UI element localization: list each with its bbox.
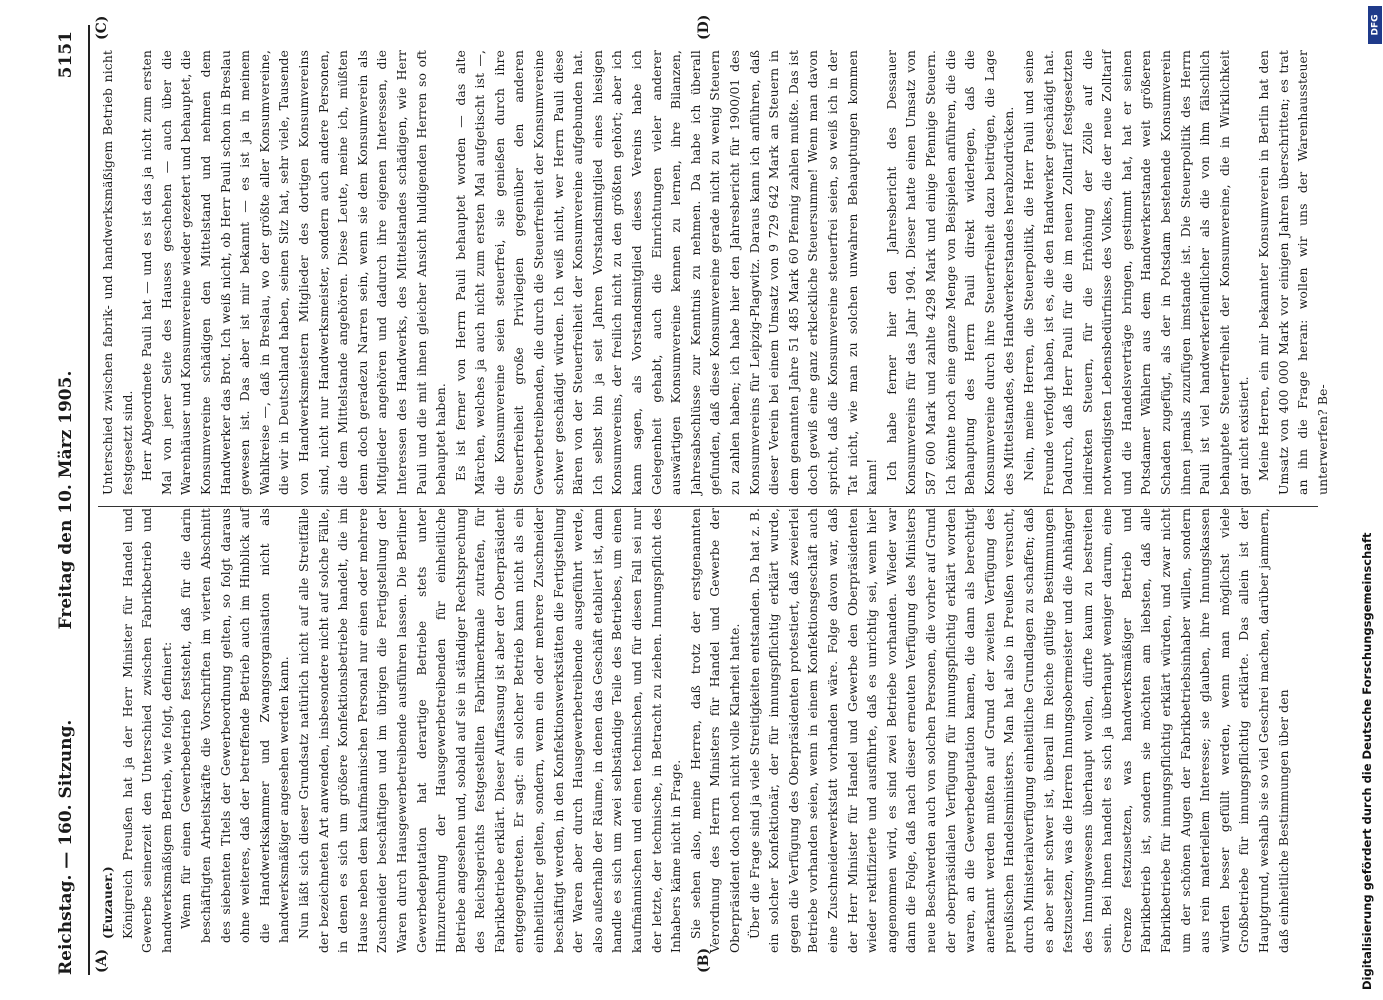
dfg-logo	[1368, 6, 1382, 44]
page-header	[56, 25, 86, 975]
margin-marker-d: (D)	[696, 14, 712, 40]
column-divider	[98, 506, 1318, 507]
paragraph: Über die Frage sind ja viele Streitigkeiten entstanden. Da hat z. B. ein solcher Konfektionär, der für innungspflichtig erklärt wurde, gegen die Verfügung des Oberpräsidenten protestiert, daß zweierlei Betriebe vorhanden seien, wenn in einem Konfektionsgeschäft auch eine Zuschneiderwerkstatt vorhanden wäre. Folge davon war, daß der Herr Minister für Handel und Gewerbe den Oberpräsidenten wieder rektifizierte und ausführte, daß es unrichtig sei, wenn hier angenommen wird, es sind zwei Betriebe vorhanden. Wieder war dann die Folge, daß nach dieser erneuten Verfügung des Ministers neue Beschwerden auch von solchen Personen, die vorher auf Grund der oberpräsidialen Verfügung für innungspflichtig erklärt worden waren, an die Gewerbedeputation kamen, die dann als berechtigt anerkannt werden mußten auf Grund der zweiten Verfügung des preußischen Handelsministers. Man hat also in Preußen versucht, durch Ministerialverfügung einheitliche Grundlagen zu schaffen; daß es aber sehr schwer ist, überall im Reiche gültige Bestimmungen festzusetzen, was die Herren Innungsobermeister und die Anhänger des Innungswesens überhaupt wollen, dürfte kaum zu bestreiten sein. Bei ihnen handelt es sich ja überhaupt weniger darum, eine Grenze festzusetzen, was handwerksmäßiger Betrieb und Fabrikbetrieb ist, sondern sie möchten am liebsten, daß alle Fabrikbetriebe für innungspflichtig erklärt würden, und zwar nicht um der schönen Augen der Fabrikbetriebsinhaber willen, sondern aus rein materiellem Interesse; sie glauben, ihre Innungskassen würden besser gefüllt werden, wenn man möglichst viele Großbetriebe für innungspflichtig erklärte. Das allein ist der Hauptgrund, weshalb sie so viel Geschrei machen, darüber jammern, daß einheitliche Bestimmungen über den	[746, 508, 1291, 953]
paragraph: Ich habe ferner hier den Jahresbericht des Dessauer Konsumvereins für das Jahr 1904. Dieser hatte einen Umsatz von 587 600 Mark und zahlte 4298 Mark und einige Pfennige Steuern. Ich könnte noch eine ganze Menge von Beispielen anführen, die die Behauptung des Herrn Pauli direkt widerlegen, daß die Konsumvereine durch ihre Steuerfreiheit dazu beitrügen, die Lage des Mittelstandes, des Handwerkerstandes herabzudrücken.	[883, 50, 1017, 495]
paragraph: Es ist ferner von Herrn Pauli behauptet worden — das alte Märchen, welches ja auch nicht zum ersten Mal aufgetischt ist —, die Konsumvereine seien steuerfrei, sie genießen durch ihre Steuerfreiheit große Privilegien gegenüber den anderen Gewerbetreibenden, die durch die Steuerfreiheit der Konsumvereine schwer geschädigt würden. Ich weiß nicht, wer Herrn Pauli diese Bären von der Steuerfreiheit der Konsumvereine aufgebunden hat. Ich selbst bin ja seit Jahren Vorstandsmitglied eines hiesigen Konsumvereins, der freilich nicht zu den größten gehört; aber ich kann sagen, als Vorstandsmitglied dieses Vereins habe ich Gelegenheit gehabt, auch die Einrichtungen vieler anderer auswärtigen Konsumvereine kennen zu lernen, ihre Bilanzen, Jahresabschlüsse zur Kenntnis zu nehmen. Da habe ich überall gefunden, daß diese Konsumvereine gerade nicht zu wenig Steuern zu zahlen haben; ich habe hier den Jahresbericht für 1900/01 des Konsumvereins für Leipzig-Plagwitz. Daraus kann ich anführen, daß dieser Verein bei einem Umsatz von 9 729 642 Mark an Steuern in dem genannten Jahre 51 485 Mark 60 Pfennig zahlen mußte. Das ist doch gewiß eine ganz erkleckliche Steuersumme! Wenn man davon spricht, daß die Konsumvereine steuerfrei seien, so weiß ich in der Tat nicht, wie man zu solchen unwahren Behauptungen kommen kann!	[452, 50, 880, 495]
paragraph: Nein, meine Herren, die Steuerpolitik, die Herr Pauli und seine Freunde verfolgt haben, ist es, die den Handwerker geschädigt hat. Dadurch, daß Herr Pauli für die im neuen Zolltarif festgesetzten indirekten Steuern, für die Erhöhung der Zölle auf die notwendigsten Lebensbedürfnisse des Volkes, die der neue Zolltarif und die Handelsverträge bringen, gestimmt hat, hat er seinen Potsdamer Wählern aus dem Handwerkerstande weit größeren Schaden zugefügt, als der in Potsdam bestehende Konsumverein ihnen jemals zuzufügen imstande ist. Die Steuerpolitik des Herrn Pauli ist viel handwerkerfeindlicher als die von ihm fälschlich behauptete Steuerfreiheit der Konsumvereine, die in Wirklichkeit gar nicht existiert.	[1020, 50, 1252, 495]
header-rule	[88, 25, 90, 975]
page-number: 5151	[56, 31, 76, 79]
margin-marker-c: (C)	[94, 15, 110, 40]
header-center: Freitag den 10. März 1905.	[56, 370, 76, 630]
paragraph: Herr Abgeordnete Pauli hat — und es ist das ja nicht zum ersten Mal von jener Seite des Hauses geschehen — auch über die Warenhäuser und Konsumvereine wieder gezetert und behauptet, die Konsumvereine schädigen den Mittelstand und nehmen dem Handwerker das Brot. Ich weiß nicht, ob Herr Pauli schon in Breslau gewesen ist. Das aber ist mir bekannt — es ist ja in meinem Wahlkreise —, daß in Breslau, wo der größte aller Konsumvereine, die wir in Deutschland haben, seinen Sitz hat, sehr viele, Tausende von Handwerksmeistern Mitglieder des dortigen Konsumvereins sind, nicht nur Handwerksmeister, sondern auch andere Personen, die dem Mittelstande angehören. Diese Leute, meine ich, müßten denn doch geradezu Narren sein, wenn sie dem Konsumverein als Mitglieder angehören und dadurch ihre eigenen Interessen, die Interessen des Handwerks, des Mittelstandes schädigen, wie Herr Pauli und die mit ihnen gleicher Ansicht huldigenden Herren so oft behauptet haben.	[139, 50, 449, 495]
paragraph: Meine Herren, ein mir bekannter Konsumverein in Berlin hat den Umsatz von 400 000 Mark vor einigen Jahren überschritten; es trat an ihn die Frage heran: wollen wir uns der Warenhaussteuer unterwerfen? Be-	[1256, 50, 1330, 495]
paragraph: Sie sehen also, meine Herren, daß trotz der erstgenannten Verordnung des Herrn Ministers für Handel und Gewerbe der Oberpräsident doch noch nicht volle Klarheit hatte.	[687, 508, 742, 953]
margin-marker-b: (B)	[696, 947, 712, 973]
paragraph: Unterschied zwischen fabrik- und handwerksmäßigem Betrieb nicht festgesetzt sind.	[100, 50, 135, 495]
quoted-paragraph: Wenn für einen Gewerbebetrieb feststeht, daß für die darin beschäftigten Arbeitskräfte die Vorschriften im vierten Abschnitt des siebenten Titels der Gewerbeordnung gelten, so folgt daraus ohne weiteres, daß der betreffende Betrieb auch im Hinblick auf die Handwerkskammer und Zwangsorganisation nicht als handwerksmäßiger angesehen werden kann.	[178, 508, 292, 943]
right-column	[98, 50, 1330, 495]
header-left: Reichstag. — 160. Sitzung.	[56, 719, 76, 975]
paragraph: Königreich Preußen hat ja der Herr Minister für Handel und Gewerbe seinerzeit den Unterschied zwischen Fabrikbetrieb und handwerksmäßigem Betrieb, wie folgt, definiert:	[119, 508, 174, 953]
margin-marker-a: (A)	[94, 948, 110, 973]
left-column	[98, 508, 1318, 953]
speaker-label: (Euzauer.)	[100, 866, 115, 939]
dfg-logo-text: DFG	[1370, 14, 1381, 36]
paragraph: Nun läßt sich dieser Grundsatz natürlich nicht auf alle Streitfälle der bezeichneten Art anwenden, insbesondere nicht auf solche Fälle, in denen es sich um größere Konfektionsbetriebe handelt, die im Hause neben dem kaufmännischen Personal nur einen oder mehrere Zuschneider beschäftigen und im übrigen die Fertigstellung der Waren durch Hausgewerbetreibende ausführen lassen. Die Berliner Gewerbedeputation hat derartige Betriebe stets unter Hinzurechnung der Hausgewerbetreibenden für einheitliche Betriebe angesehen und, sobald auf sie in ständiger Rechtsprechung des Reichsgerichts festgestellten Fabrikmerkmale zutrafen, für Fabrikbetriebe erklärt. Dieser Auffassung ist aber der Oberpräsident entgegengetreten. Er sagt: ein solcher Betrieb kann nicht als ein einheitlicher gelten, sondern, wenn ein oder mehrere Zuschneider beschäftigt werden, in den Konfektionswerkstätten die Fertigstellung der Waren aber durch Hausgewerbetreibende ausgeführt werde, also außerhalb der Räume, in denen das Geschäft etabliert ist, dann handle es sich um zwei selbständige Teile des Betriebes, um einen kaufmännischen und einen technischen, und für diesen Fall sei nur der letzte, der technische, in Betracht zu ziehen. Innungspflicht des Inhabers käme nicht in Frage.	[295, 508, 684, 953]
digitization-credit: Digitalisierung gefördert durch die Deutsche Forschungsgemeinschaft	[1360, 532, 1374, 990]
rotated-page	[50, 14, 1330, 975]
